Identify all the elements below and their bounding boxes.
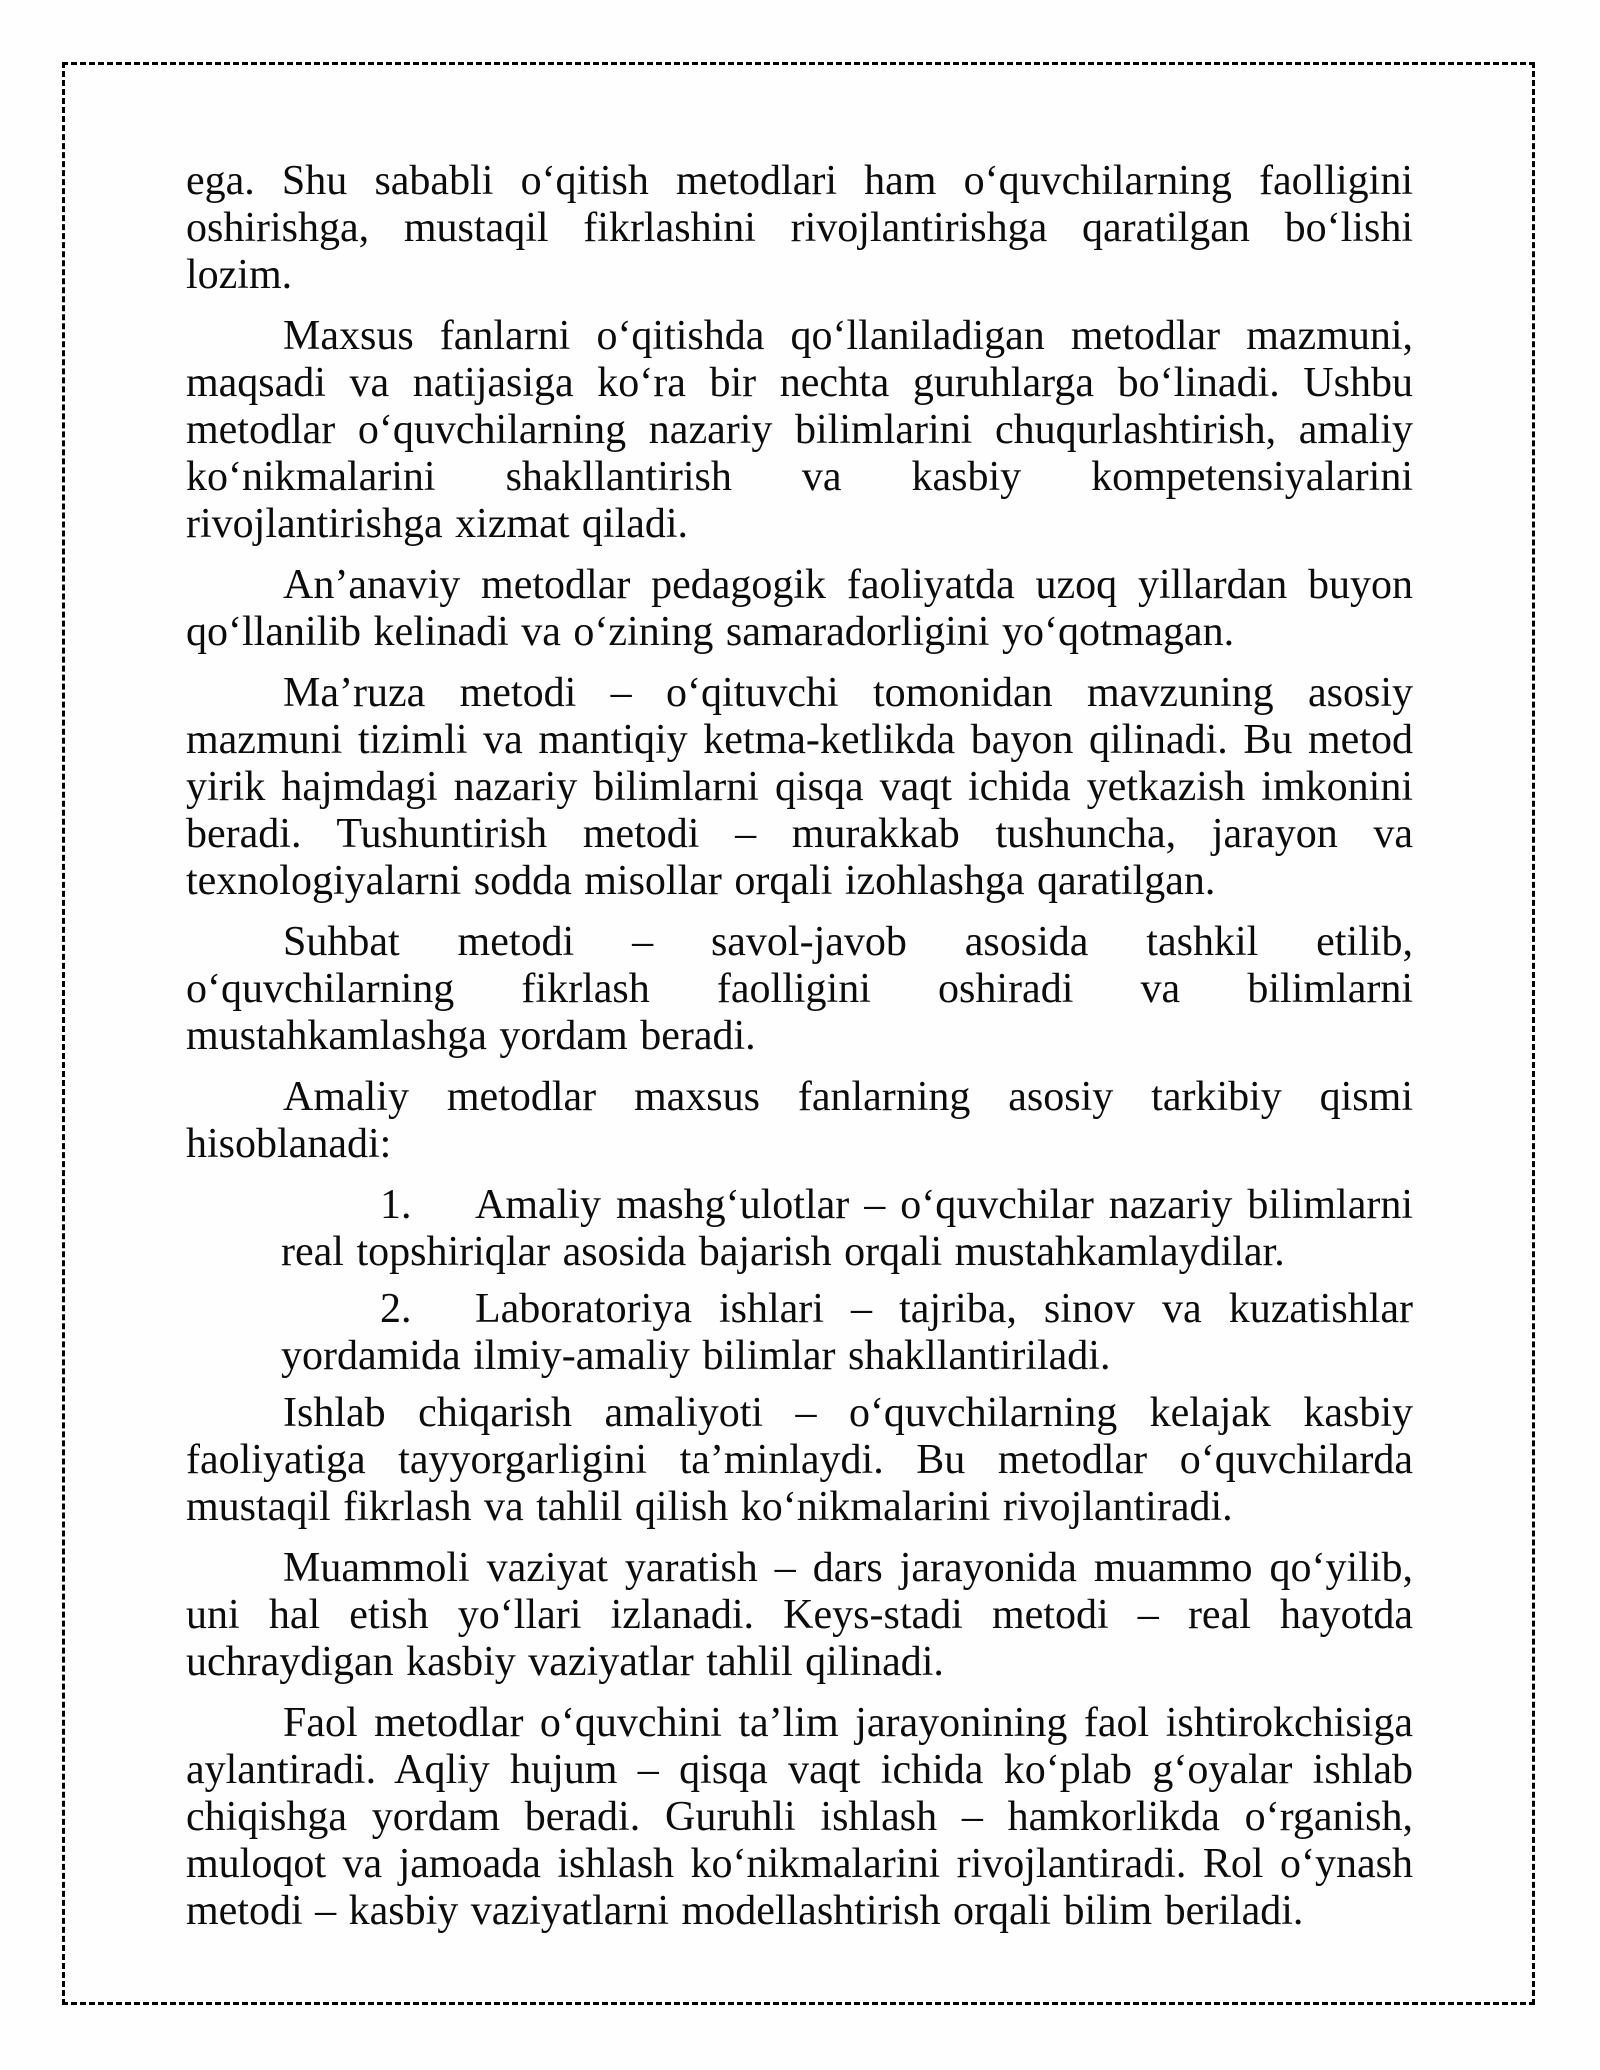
paragraph: Maxsus fanlarni oʻqitishda qoʻllaniladigan metodlar mazmuni, maqsadi va natijasiga koʻra bir nechta guruhlarga boʻlinadi. Ushbu metodlar oʻquvchilarning nazariy bilimlarini chuqurlashtirish, amaliy koʻnikmalarini shakllantirish va kasbiy kompetensiyalarini rivojlantirishga xizmat qiladi. xyxy=(186,313,1413,547)
paragraph: Muammoli vaziyat yaratish – dars jarayonida muammo qoʻyilib, uni hal etish yoʻllari izlanadi. Keys-stadi metodi – real hayotda uchraydigan kasbiy vaziyatlar tahlil qilinadi. xyxy=(186,1545,1413,1685)
list-item-number: 1. xyxy=(380,1182,412,1228)
paragraph: Faol metodlar oʻquvchini ta’lim jarayonining faol ishtirokchisiga aylantiradi. Aqliy hujum – qisqa vaqt ichida koʻplab gʻoyalar ishlab chiqishga yordam beradi. Guruhli ishlash – hamkorlikda oʻrganish, muloqot va jamoada ishlash koʻnikmalarini rivojlantiradi. Rol oʻynash metodi – kasbiy vaziyatlarni modellashtirish orqali bilim beriladi. xyxy=(186,1700,1413,1934)
list-item-text: Laboratoriya ishlari – tajriba, sinov va kuzatishlar yordamida ilmiy-amaliy bilimlar shakllantiriladi. xyxy=(281,1286,1413,1379)
document-body xyxy=(186,158,1413,1949)
paragraph: Suhbat metodi – savol-javob asosida tashkil etilib, oʻquvchilarning fikrlash faolligini oshiradi va bilimlarni mustahkamlashga yordam beradi. xyxy=(186,919,1413,1059)
paragraph: ega. Shu sababli oʻqitish metodlari ham oʻquvchilarning faolligini oshirishga, mustaqil fikrlashini rivojlantirishga qaratilgan boʻlishi lozim. xyxy=(186,158,1413,298)
list-item xyxy=(281,1286,1413,1380)
list-item-text: Amaliy mashgʻulotlar – oʻquvchilar nazariy bilimlarni real topshiriqlar asosida bajarish orqali mustahkamlaydilar. xyxy=(281,1182,1413,1275)
paragraph: Ishlab chiqarish amaliyoti – oʻquvchilarning kelajak kasbiy faoliyatiga tayyorgarligini ta’minlaydi. Bu metodlar oʻquvchilarda mustaqil fikrlash va tahlil qilish koʻnikmalarini rivojlantiradi. xyxy=(186,1390,1413,1530)
paragraph: An’anaviy metodlar pedagogik faoliyatda uzoq yillardan buyon qoʻllanilib kelinadi va oʻzining samaradorligini yoʻqotmagan. xyxy=(186,562,1413,655)
paragraph: Amaliy metodlar maxsus fanlarning asosiy tarkibiy qismi hisoblanadi: xyxy=(186,1074,1413,1167)
paragraph: Ma’ruza metodi – oʻqituvchi tomonidan mavzuning asosiy mazmuni tizimli va mantiqiy ketma-ketlikda bayon qilinadi. Bu metod yirik hajmdagi nazariy bilimlarni qisqa vaqt ichida yetkazish imkonini beradi. Tushuntirish metodi – murakkab tushuncha, jarayon va texnologiyalarni sodda misollar orqali izohlashga qaratilgan. xyxy=(186,670,1413,904)
list-item xyxy=(281,1182,1413,1276)
list-item-number: 2. xyxy=(380,1286,412,1332)
